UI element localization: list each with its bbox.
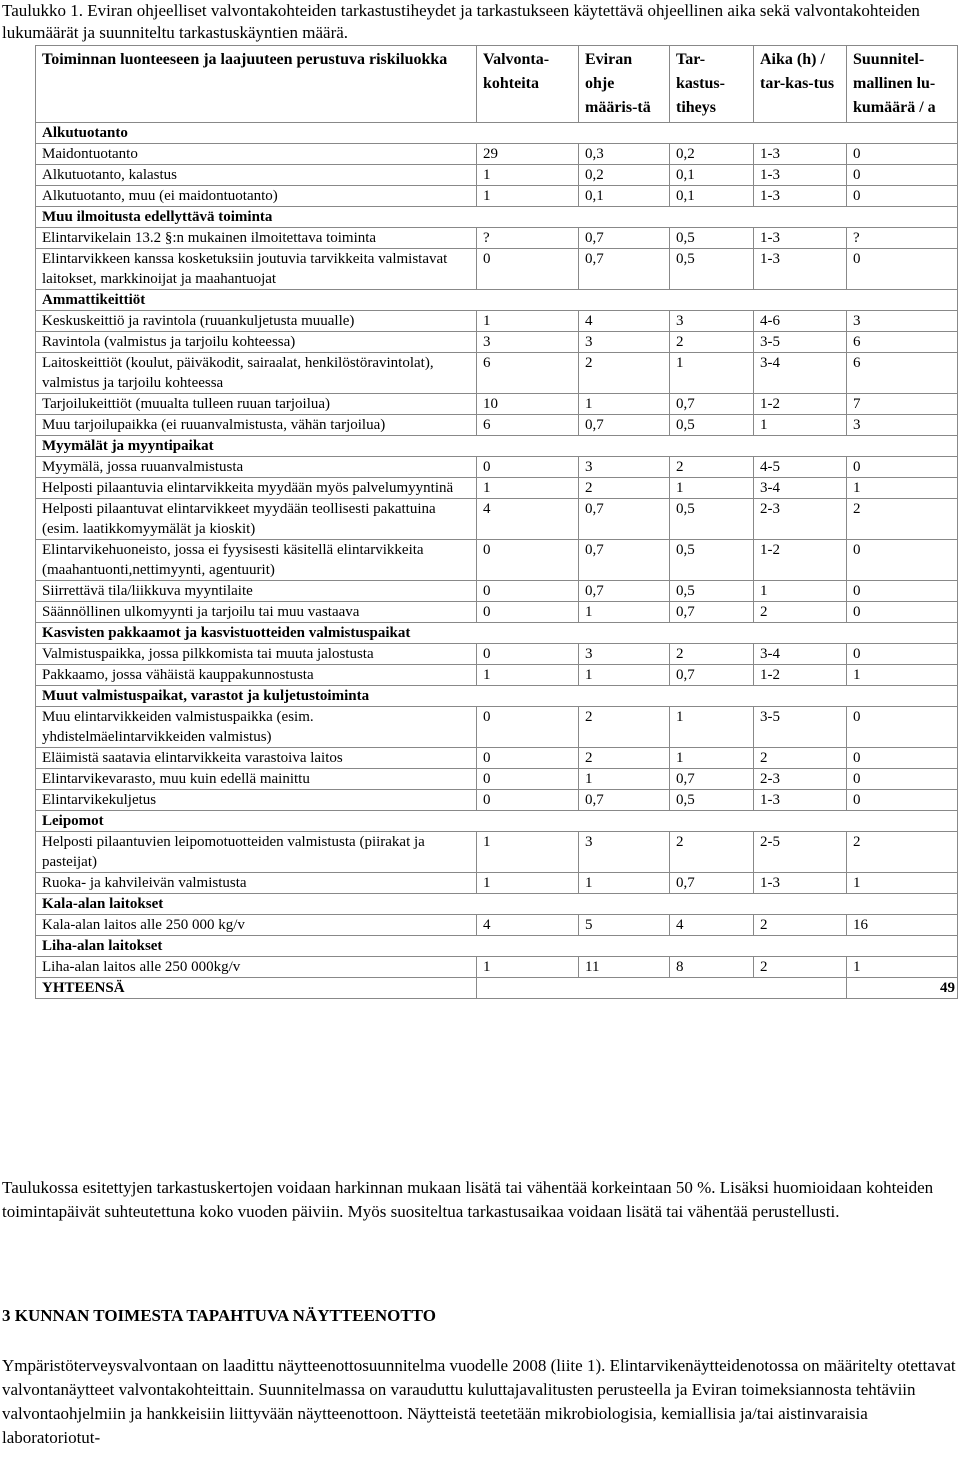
cell-guideline: 0,3 — [579, 144, 670, 165]
cell-guideline: 1 — [579, 665, 670, 686]
cell-time: 1-3 — [754, 249, 847, 290]
cell-label: Siirrettävä tila/liikkuva myyntilaite — [36, 581, 477, 602]
cell-sites: 1 — [477, 957, 579, 978]
table-row — [36, 832, 958, 873]
cell-sites: 0 — [477, 707, 579, 748]
cell-frequency: 0,5 — [670, 499, 754, 540]
cell-frequency: 0,2 — [670, 144, 754, 165]
cell-guideline: 2 — [579, 707, 670, 748]
cell-frequency: 0,5 — [670, 581, 754, 602]
cell-guideline: 4 — [579, 311, 670, 332]
cell-frequency: 0,5 — [670, 228, 754, 249]
cell-time: 1-2 — [754, 394, 847, 415]
cell-frequency: 0,5 — [670, 790, 754, 811]
cell-time: 1-2 — [754, 665, 847, 686]
cell-guideline: 1 — [579, 602, 670, 623]
cell-time: 3-4 — [754, 478, 847, 499]
cell-time: 3-4 — [754, 353, 847, 394]
cell-guideline: 2 — [579, 748, 670, 769]
cell-sites: 0 — [477, 790, 579, 811]
cell-label: Kala-alan laitos alle 250 000 kg/v — [36, 915, 477, 936]
table-row — [36, 394, 958, 415]
cell-label: Elintarvikkeen kanssa kosketuksiin joutuvia tarvikkeita valmistavat laitokset, markkinoijat ja maahantuojat — [36, 249, 477, 290]
cell-planned: 0 — [847, 790, 958, 811]
table-row — [36, 165, 958, 186]
cell-sites: 0 — [477, 540, 579, 581]
cell-guideline: 0,7 — [579, 499, 670, 540]
cell-guideline: 1 — [579, 394, 670, 415]
cell-planned: 0 — [847, 644, 958, 665]
section-paragraph: Ympäristöterveysvalvontaan on laadittu näytteenottosuunnitelma vuodelle 2008 (liite 1). Elintarvikenäytteidenotossa on määritelty otettavat valvontanäytteet valvontakohteittain. Suunnitelmassa on varauduttu kuluttajavalitusten perusteella ja Eviran toimeksiannosta tehtäviin valvontaohjelmiin ja hankkeisiin liittyvään näytteenottoon. Näytteistä teetetään mikrobiologisia, kemiallisia ja/tai aistinvaraisia laboratoriotut- — [2, 1356, 956, 1447]
cell-time: 1-3 — [754, 186, 847, 207]
cell-guideline: 1 — [579, 769, 670, 790]
cell-frequency: 2 — [670, 644, 754, 665]
cell-frequency: 8 — [670, 957, 754, 978]
cell-time: 2 — [754, 957, 847, 978]
table-row — [36, 311, 958, 332]
cell-guideline: 0,7 — [579, 415, 670, 436]
cell-planned: 0 — [847, 144, 958, 165]
header-time: Aika (h) / tar-kas-tus — [754, 46, 847, 123]
cell-frequency: 0,1 — [670, 165, 754, 186]
cell-frequency: 0,7 — [670, 394, 754, 415]
cell-frequency: 0,1 — [670, 186, 754, 207]
table-row — [36, 228, 958, 249]
cell-planned: 3 — [847, 415, 958, 436]
cell-time: 1-3 — [754, 873, 847, 894]
cell-planned: 0 — [847, 602, 958, 623]
cell-guideline: 3 — [579, 832, 670, 873]
cell-time: 2-3 — [754, 769, 847, 790]
cell-sites: 0 — [477, 748, 579, 769]
cell-planned: 0 — [847, 186, 958, 207]
category-row — [36, 686, 958, 707]
cell-time: 2 — [754, 915, 847, 936]
cell-label: Säännöllinen ulkomyynti ja tarjoilu tai muu vastaava — [36, 602, 477, 623]
cell-frequency: 2 — [670, 332, 754, 353]
cell-label: Liha-alan laitos alle 250 000kg/v — [36, 957, 477, 978]
cell-sites: 1 — [477, 186, 579, 207]
table-row — [36, 332, 958, 353]
category-label: Muut valmistuspaikat, varastot ja kuljetustoiminta — [36, 686, 958, 707]
cell-guideline: 3 — [579, 332, 670, 353]
table-row — [36, 186, 958, 207]
category-row — [36, 894, 958, 915]
cell-label: Ruoka- ja kahvileivän valmistusta — [36, 873, 477, 894]
cell-guideline: 2 — [579, 478, 670, 499]
cell-sites: 1 — [477, 478, 579, 499]
cell-guideline: 2 — [579, 353, 670, 394]
cell-planned: 1 — [847, 957, 958, 978]
category-row — [36, 436, 958, 457]
category-label: Leipomot — [36, 811, 958, 832]
cell-label: Valmistuspaikka, jossa pilkkomista tai muuta jalostusta — [36, 644, 477, 665]
cell-planned: 0 — [847, 707, 958, 748]
cell-planned: 16 — [847, 915, 958, 936]
header-evira-guideline: Eviran ohje määris-tä — [579, 46, 670, 123]
cell-time: 2-3 — [754, 499, 847, 540]
cell-guideline: 5 — [579, 915, 670, 936]
cell-sites: 6 — [477, 415, 579, 436]
cell-guideline: 3 — [579, 457, 670, 478]
cell-time: 2-5 — [754, 832, 847, 873]
cell-label: Elintarvikelain 13.2 §:n mukainen ilmoitettava toiminta — [36, 228, 477, 249]
cell-label: Alkutuotanto, muu (ei maidontuotanto) — [36, 186, 477, 207]
category-label: Muu ilmoitusta edellyttävä toiminta — [36, 207, 958, 228]
cell-label: Elintarvikevarasto, muu kuin edellä mainittu — [36, 769, 477, 790]
cell-label: Ravintola (valmistus ja tarjoilu kohteessa) — [36, 332, 477, 353]
cell-planned: 2 — [847, 832, 958, 873]
cell-frequency: 1 — [670, 707, 754, 748]
category-label: Kala-alan laitokset — [36, 894, 958, 915]
cell-time: 1-3 — [754, 144, 847, 165]
cell-time: 1-2 — [754, 540, 847, 581]
cell-label: Helposti pilaantuvat elintarvikkeet myydään teollisesti pakattuina (esim. laatikkomyymälät ja kioskit) — [36, 499, 477, 540]
table-row — [36, 790, 958, 811]
category-row — [36, 623, 958, 644]
table-row — [36, 540, 958, 581]
cell-sites: 0 — [477, 602, 579, 623]
total-value: 49 — [847, 978, 958, 999]
table-header-row — [36, 46, 958, 123]
category-label: Myymälät ja myyntipaikat — [36, 436, 958, 457]
category-row — [36, 290, 958, 311]
cell-time: 3-5 — [754, 332, 847, 353]
cell-sites: 0 — [477, 581, 579, 602]
cell-sites: 0 — [477, 644, 579, 665]
header-risk-class: Toiminnan luonteeseen ja laajuuteen perustuva riskiluokka — [36, 46, 477, 123]
cell-guideline: 0,7 — [579, 790, 670, 811]
cell-label: Keskuskeittiö ja ravintola (ruuankuljetusta muualle) — [36, 311, 477, 332]
cell-frequency: 4 — [670, 915, 754, 936]
cell-frequency: 1 — [670, 478, 754, 499]
cell-time: 1-3 — [754, 165, 847, 186]
cell-guideline: 3 — [579, 644, 670, 665]
cell-frequency: 3 — [670, 311, 754, 332]
table-row — [36, 915, 958, 936]
table-row — [36, 353, 958, 394]
section-heading: 3 KUNNAN TOIMESTA TAPAHTUVA NÄYTTEENOTTO — [2, 1306, 436, 1325]
cell-sites: 3 — [477, 332, 579, 353]
cell-planned: 0 — [847, 581, 958, 602]
table-row — [36, 602, 958, 623]
cell-frequency: 1 — [670, 748, 754, 769]
cell-frequency: 0,7 — [670, 769, 754, 790]
cell-label: Elintarvikehuoneisto, jossa ei fyysisesti käsitellä elintarvikkeita (maahantuonti,nettimyynti, agentuurit) — [36, 540, 477, 581]
cell-sites: 10 — [477, 394, 579, 415]
cell-planned: ? — [847, 228, 958, 249]
table-row — [36, 478, 958, 499]
cell-sites: 1 — [477, 832, 579, 873]
cell-planned: 0 — [847, 748, 958, 769]
cell-label: Maidontuotanto — [36, 144, 477, 165]
cell-planned: 0 — [847, 769, 958, 790]
category-label: Kasvisten pakkaamot ja kasvistuotteiden valmistuspaikat — [36, 623, 958, 644]
cell-planned: 0 — [847, 540, 958, 581]
cell-time: 4-6 — [754, 311, 847, 332]
cell-guideline: 0,1 — [579, 186, 670, 207]
cell-sites: ? — [477, 228, 579, 249]
table-caption: Taulukko 1. Eviran ohjeelliset valvontakohteiden tarkastustiheydet ja tarkastukseen käytettävä ohjeellinen aika sekä valvontakohteiden lukumäärät ja suunniteltu tarkastuskäyntien määrä. — [2, 1, 920, 42]
cell-sites: 0 — [477, 769, 579, 790]
cell-frequency: 0,7 — [670, 665, 754, 686]
table-row — [36, 665, 958, 686]
cell-guideline: 0,7 — [579, 581, 670, 602]
table-row — [36, 769, 958, 790]
table-row — [36, 457, 958, 478]
category-label: Liha-alan laitokset — [36, 936, 958, 957]
cell-sites: 29 — [477, 144, 579, 165]
cell-planned: 1 — [847, 665, 958, 686]
table-row — [36, 581, 958, 602]
table-row — [36, 249, 958, 290]
cell-sites: 1 — [477, 665, 579, 686]
total-spacer — [477, 978, 847, 999]
cell-time: 1 — [754, 581, 847, 602]
cell-time: 1 — [754, 415, 847, 436]
note-paragraph: Taulukossa esitettyjen tarkastuskertojen voidaan harkinnan mukaan lisätä tai vähentää korkeintaan 50 %. Lisäksi huomioidaan kohteiden toimintapäivät suhteutettuna koko vuoden päiviin. Myös suositeltua tarkastusaikaa voidaan lisätä tai vähentää perustellusti. — [2, 1178, 934, 1221]
cell-time: 4-5 — [754, 457, 847, 478]
table-row — [36, 415, 958, 436]
cell-planned: 7 — [847, 394, 958, 415]
cell-label: Muu elintarvikkeiden valmistuspaikka (esim. yhdistelmäelintarvikkeiden valmistus) — [36, 707, 477, 748]
cell-frequency: 0,7 — [670, 873, 754, 894]
table-row — [36, 957, 958, 978]
cell-time: 3-5 — [754, 707, 847, 748]
cell-label: Elintarvikekuljetus — [36, 790, 477, 811]
cell-label: Myymälä, jossa ruuanvalmistusta — [36, 457, 477, 478]
cell-label: Helposti pilaantuvia elintarvikkeita myydään myös palvelumyyntinä — [36, 478, 477, 499]
table-row — [36, 707, 958, 748]
table-row — [36, 873, 958, 894]
cell-guideline: 0,7 — [579, 249, 670, 290]
cell-planned: 0 — [847, 249, 958, 290]
cell-sites: 4 — [477, 915, 579, 936]
category-row — [36, 123, 958, 144]
cell-label: Laitoskeittiöt (koulut, päiväkodit, sairaalat, henkilöstöravintolat), valmistus ja tarjoilu kohteessa — [36, 353, 477, 394]
cell-time: 1-3 — [754, 228, 847, 249]
cell-sites: 4 — [477, 499, 579, 540]
cell-sites: 0 — [477, 249, 579, 290]
inspection-table — [35, 45, 958, 999]
header-sites: Valvonta-kohteita — [477, 46, 579, 123]
cell-planned: 6 — [847, 353, 958, 394]
header-frequency: Tar-kastus-tiheys — [670, 46, 754, 123]
cell-label: Muu tarjoilupaikka (ei ruuanvalmistusta, vähän tarjoilua) — [36, 415, 477, 436]
cell-guideline: 0,2 — [579, 165, 670, 186]
cell-frequency: 2 — [670, 457, 754, 478]
category-row — [36, 207, 958, 228]
cell-planned: 1 — [847, 478, 958, 499]
cell-time: 2 — [754, 602, 847, 623]
cell-time: 3-4 — [754, 644, 847, 665]
cell-label: Alkutuotanto, kalastus — [36, 165, 477, 186]
cell-guideline: 0,7 — [579, 228, 670, 249]
table-row — [36, 499, 958, 540]
cell-frequency: 0,5 — [670, 415, 754, 436]
cell-sites: 1 — [477, 873, 579, 894]
table-row — [36, 144, 958, 165]
category-label: Ammattikeittiöt — [36, 290, 958, 311]
table-body — [36, 123, 958, 999]
total-row — [36, 978, 958, 999]
cell-label: Pakkaamo, jossa vähäistä kauppakunnostusta — [36, 665, 477, 686]
category-label: Alkutuotanto — [36, 123, 958, 144]
cell-planned: 6 — [847, 332, 958, 353]
cell-guideline: 1 — [579, 873, 670, 894]
cell-sites: 0 — [477, 457, 579, 478]
cell-label: Helposti pilaantuvien leipomotuotteiden valmistusta (piirakat ja pasteijat) — [36, 832, 477, 873]
cell-frequency: 2 — [670, 832, 754, 873]
table-row — [36, 748, 958, 769]
cell-planned: 1 — [847, 873, 958, 894]
cell-planned: 3 — [847, 311, 958, 332]
cell-planned: 0 — [847, 457, 958, 478]
header-planned-count: Suunnitel-mallinen lu-kumäärä / a — [847, 46, 958, 123]
cell-frequency: 0,5 — [670, 540, 754, 581]
cell-sites: 1 — [477, 311, 579, 332]
cell-guideline: 0,7 — [579, 540, 670, 581]
total-label: YHTEENSÄ — [36, 978, 477, 999]
cell-label: Eläimistä saatavia elintarvikkeita varastoiva laitos — [36, 748, 477, 769]
cell-frequency: 1 — [670, 353, 754, 394]
cell-sites: 1 — [477, 165, 579, 186]
cell-planned: 0 — [847, 165, 958, 186]
cell-time: 2 — [754, 748, 847, 769]
category-row — [36, 811, 958, 832]
cell-label: Tarjoilukeittiöt (muualta tulleen ruuan tarjoilua) — [36, 394, 477, 415]
category-row — [36, 936, 958, 957]
cell-frequency: 0,7 — [670, 602, 754, 623]
cell-planned: 2 — [847, 499, 958, 540]
cell-sites: 6 — [477, 353, 579, 394]
cell-time: 1-3 — [754, 790, 847, 811]
cell-guideline: 11 — [579, 957, 670, 978]
table-row — [36, 644, 958, 665]
cell-frequency: 0,5 — [670, 249, 754, 290]
